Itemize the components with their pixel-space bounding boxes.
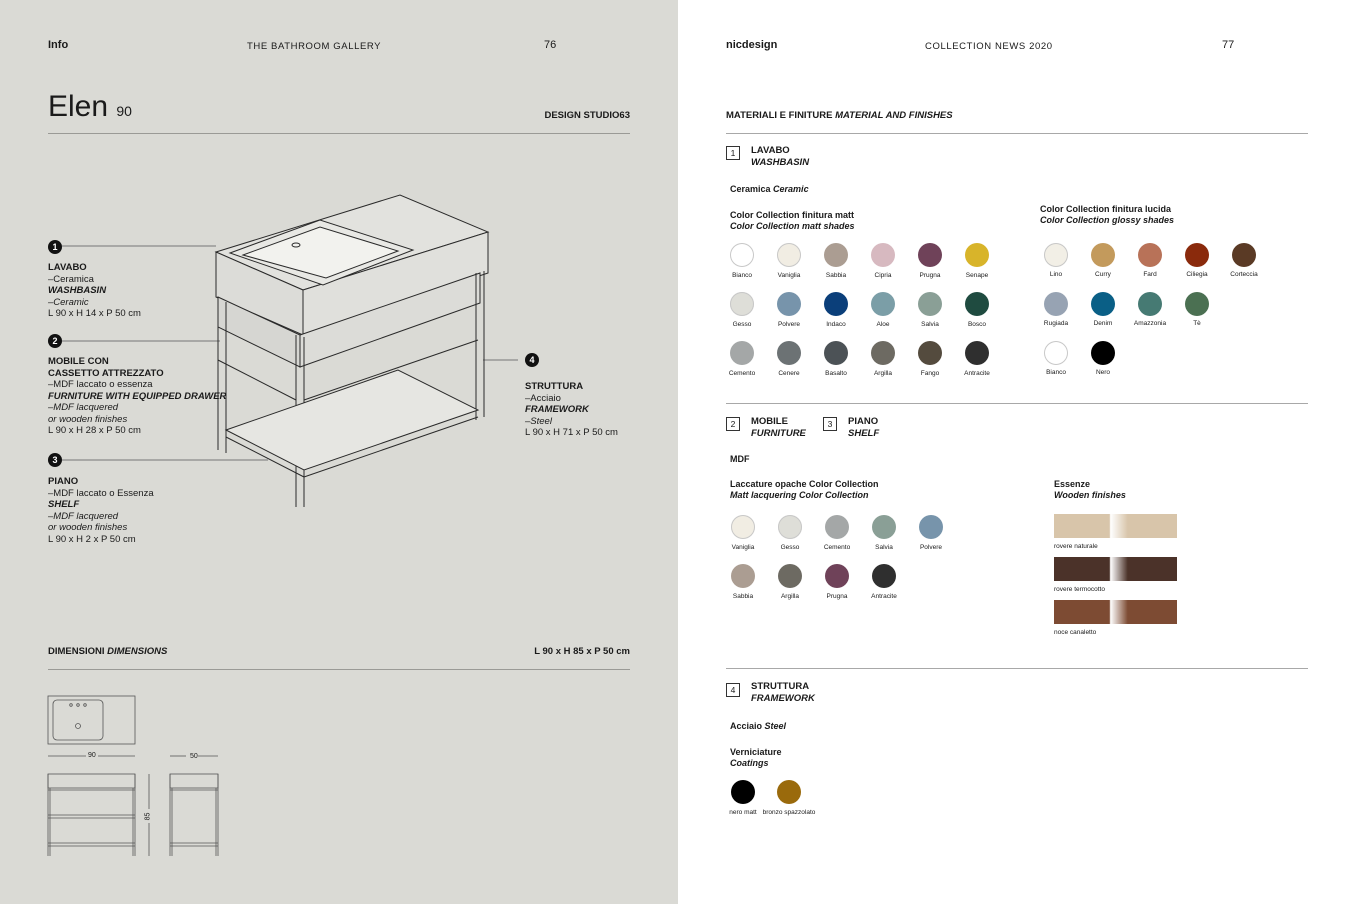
section-4-number: 4 [726, 683, 740, 697]
callout-line: LAVABO [48, 262, 87, 273]
section-title-en: FURNITURE [751, 427, 806, 439]
swatch-label: Senape [965, 272, 989, 279]
section-3-title [848, 416, 879, 439]
color-swatch [731, 515, 755, 539]
swatch-label: Antracite [871, 593, 897, 600]
coatings-heading [730, 747, 782, 769]
callout-line: L 90 x H 71 x P 50 cm [525, 427, 618, 438]
section-label: Info [48, 39, 69, 51]
callout-framework [525, 381, 618, 439]
color-swatch [1091, 292, 1115, 316]
color-swatch [871, 292, 895, 316]
color-swatch [730, 243, 754, 267]
swatch-label: Fango [920, 370, 940, 377]
callout-line: or wooden finishes [48, 413, 128, 425]
callout-line: –Steel [525, 415, 552, 427]
material-en: Ceramic [773, 184, 809, 194]
callout-washbasin [48, 262, 141, 320]
callout-line: –Acciaio [525, 392, 561, 404]
swatch-label: Cenere [778, 370, 800, 377]
brand-name: nicdesign [726, 39, 778, 51]
swatch-label: Tè [1193, 320, 1201, 327]
wood-swatch [1054, 514, 1177, 538]
page-number-right: 77 [1222, 39, 1235, 51]
color-swatch [1091, 341, 1115, 365]
lacquer-heading-en: Matt lacquering Color Collection [730, 490, 869, 500]
color-swatch [825, 515, 849, 539]
callout-line: L 90 x H 14 x P 50 cm [48, 308, 141, 319]
right-page [678, 0, 1356, 904]
swatch-label: Sabbia [825, 272, 847, 279]
materials-title [726, 110, 953, 121]
swatch-label: Bosco [967, 321, 987, 328]
color-swatch [871, 243, 895, 267]
color-swatch [731, 780, 755, 804]
callout-line: L 90 x H 2 x P 50 cm [48, 533, 136, 545]
color-swatch [918, 292, 942, 316]
designer-label: DESIGN STUDIO63 [544, 110, 630, 121]
section-3-number: 3 [823, 417, 837, 431]
color-swatch [730, 292, 754, 316]
color-swatch [1044, 341, 1068, 365]
callout-line: WASHBASIN [48, 285, 107, 296]
framework-material [730, 721, 786, 731]
swatch-label: Vaniglia [731, 544, 755, 551]
swatch-label: Argilla [780, 593, 800, 600]
swatch-label: Basalto [825, 370, 847, 377]
wood-label: rovere naturale [1054, 543, 1098, 550]
callout-line: –Ceramica [48, 273, 94, 285]
color-swatch [730, 341, 754, 365]
swatch-label: Fard [1143, 271, 1157, 278]
color-swatch [965, 243, 989, 267]
swatch-label: Prugna [919, 272, 941, 279]
dimension-drawings [46, 693, 226, 863]
matt-heading-en: Color Collection matt shades [730, 221, 855, 231]
materials-title-it: MATERIALI E FINITURE [726, 110, 833, 121]
section-title-it: STRUTTURA [751, 681, 810, 692]
section-2-title [751, 416, 806, 439]
color-swatch [1138, 292, 1162, 316]
swatch-label: Sabbia [732, 593, 754, 600]
glossy-heading-it: Color Collection finitura lucida [1040, 204, 1172, 214]
section-1-number: 1 [726, 146, 740, 160]
swatch-label: Bianco [732, 272, 752, 279]
color-swatch [1185, 292, 1209, 316]
product-size: 90 [116, 103, 132, 119]
section-title-it: MOBILE [751, 416, 788, 427]
swatch-label: Rugiada [1043, 320, 1069, 327]
dimensions-label [48, 646, 167, 657]
glossy-collection-heading [1040, 204, 1174, 226]
section-1-divider [726, 403, 1308, 404]
swatch-label: Corteccia [1230, 271, 1258, 278]
dimensions-value: L 90 x H 85 x P 50 cm [534, 646, 630, 657]
callout-1-number: 1 [48, 240, 62, 254]
furniture-material: MDF [730, 454, 750, 464]
swatch-label: Ciliegia [1186, 271, 1208, 278]
swatch-label: Prugna [826, 593, 848, 600]
color-swatch [1044, 243, 1068, 267]
callout-line: FURNITURE WITH EQUIPPED DRAWER [48, 390, 227, 402]
color-swatch [824, 243, 848, 267]
color-swatch [872, 515, 896, 539]
lacquer-heading [730, 479, 879, 501]
page-number-left: 76 [544, 39, 557, 51]
swatch-label: Salvia [875, 544, 893, 551]
materials-title-en: MATERIAL AND FINISHES [835, 110, 953, 121]
swatch-label: Cemento [823, 544, 851, 551]
color-swatch [1185, 243, 1209, 267]
callout-3-number: 3 [48, 453, 62, 467]
callout-line: –Ceramic [48, 296, 89, 308]
width-mark: 90 [88, 752, 96, 759]
swatch-label: Antracite [964, 370, 990, 377]
color-swatch [825, 564, 849, 588]
section-2-number: 2 [726, 417, 740, 431]
color-swatch [918, 341, 942, 365]
callout-line: –MDF lacquered [48, 510, 119, 522]
callout-2-number: 2 [48, 334, 62, 348]
callout-line: STRUTTURA [525, 381, 584, 392]
swatch-label: Cemento [728, 370, 756, 377]
swatch-label: Cipria [874, 272, 892, 279]
glossy-heading-en: Color Collection glossy shades [1040, 215, 1175, 225]
dimensions-label-en: DIMENSIONS [107, 646, 168, 657]
color-swatch [965, 341, 989, 365]
product-name: Elen [48, 90, 109, 123]
color-swatch [1138, 243, 1162, 267]
callout-line: –MDF lacquered [48, 402, 119, 413]
color-swatch [777, 292, 801, 316]
callout-line: FRAMEWORK [525, 404, 589, 415]
callout-line: CASSETTO ATTREZZATO [48, 367, 164, 379]
color-swatch [778, 564, 802, 588]
callout-line: PIANO [48, 476, 79, 487]
swatch-label: Aloe [876, 321, 890, 328]
material-it: Acciaio [730, 721, 763, 731]
wood-heading [1054, 479, 1126, 501]
gallery-title: THE BATHROOM GALLERY [247, 41, 382, 52]
color-swatch [777, 341, 801, 365]
wood-heading-en: Wooden finishes [1054, 490, 1126, 500]
color-swatch [777, 780, 801, 804]
color-swatch [919, 515, 943, 539]
swatch-label: Gesso [780, 544, 800, 551]
coatings-heading-en: Coatings [730, 758, 769, 768]
depth-mark: 50 [190, 753, 198, 760]
swatch-label: Polvere [919, 544, 943, 551]
callout-line: –MDF laccato o essenza [48, 379, 153, 390]
callout-line: SHELF [48, 499, 80, 510]
swatch-label: Vaniglia [777, 272, 801, 279]
color-swatch [731, 564, 755, 588]
color-swatch [871, 341, 895, 365]
section-title-it: LAVABO [751, 145, 790, 156]
section-title-en: WASHBASIN [751, 156, 810, 168]
swatch-label: bronzo spazzolato [762, 809, 816, 816]
swatch-label: Curry [1095, 271, 1111, 278]
section-title-it: PIANO [848, 416, 879, 427]
color-swatch [824, 292, 848, 316]
color-swatch [824, 341, 848, 365]
color-swatch [778, 515, 802, 539]
section-4-title [751, 681, 815, 704]
wood-heading-it: Essenze [1054, 479, 1091, 489]
height-mark: 85 [144, 812, 152, 821]
product-illustration [48, 185, 518, 515]
material-en: Steel [764, 721, 787, 731]
swatch-label: Gesso [732, 321, 752, 328]
section-1-title [751, 145, 809, 168]
callout-line: or wooden finishes [48, 522, 128, 533]
collection-title: COLLECTION NEWS 2020 [925, 41, 1053, 52]
swatch-label: Polvere [777, 321, 801, 328]
color-swatch [965, 292, 989, 316]
swatch-label: Denim [1093, 320, 1113, 327]
callout-line: L 90 x H 28 x P 50 cm [48, 425, 141, 436]
swatch-label: Argilla [873, 370, 893, 377]
wood-swatch [1054, 557, 1177, 581]
washbasin-material [730, 184, 809, 194]
wood-swatch [1054, 600, 1177, 624]
color-swatch [918, 243, 942, 267]
materials-divider [726, 133, 1308, 134]
dimensions-divider [48, 669, 630, 670]
swatch-label: Indaco [826, 321, 846, 328]
title-divider [48, 133, 630, 134]
callout-line: –MDF laccato o Essenza [48, 487, 154, 499]
material-it: Ceramica [730, 184, 771, 194]
swatch-label: Amazzonia [1133, 320, 1167, 327]
swatch-label: Lino [1049, 271, 1063, 278]
swatch-label: Salvia [921, 321, 939, 328]
swatch-label: nero matt [729, 809, 757, 816]
product-title [48, 90, 132, 124]
callout-line: MOBILE CON [48, 356, 109, 367]
wood-label: noce canaletto [1054, 629, 1097, 636]
callout-shelf [48, 476, 154, 545]
wood-label: rovere termocotto [1054, 586, 1105, 593]
swatch-label: Nero [1095, 369, 1111, 376]
coatings-heading-it: Verniciature [730, 747, 782, 757]
section-title-en: FRAMEWORK [751, 692, 815, 704]
section-title-en: SHELF [848, 427, 880, 439]
color-swatch [1232, 243, 1256, 267]
matt-heading-it: Color Collection finitura matt [730, 210, 855, 220]
section-23-divider [726, 668, 1308, 669]
color-swatch [1044, 292, 1068, 316]
lacquer-heading-it: Laccature opache Color Collection [730, 479, 879, 489]
dimensions-label-it: DIMENSIONI [48, 646, 105, 657]
swatch-label: Bianco [1046, 369, 1066, 376]
matt-collection-heading [730, 210, 855, 232]
color-swatch [872, 564, 896, 588]
color-swatch [777, 243, 801, 267]
color-swatch [1091, 243, 1115, 267]
callout-furniture [48, 356, 226, 437]
callout-4-number: 4 [525, 353, 539, 367]
